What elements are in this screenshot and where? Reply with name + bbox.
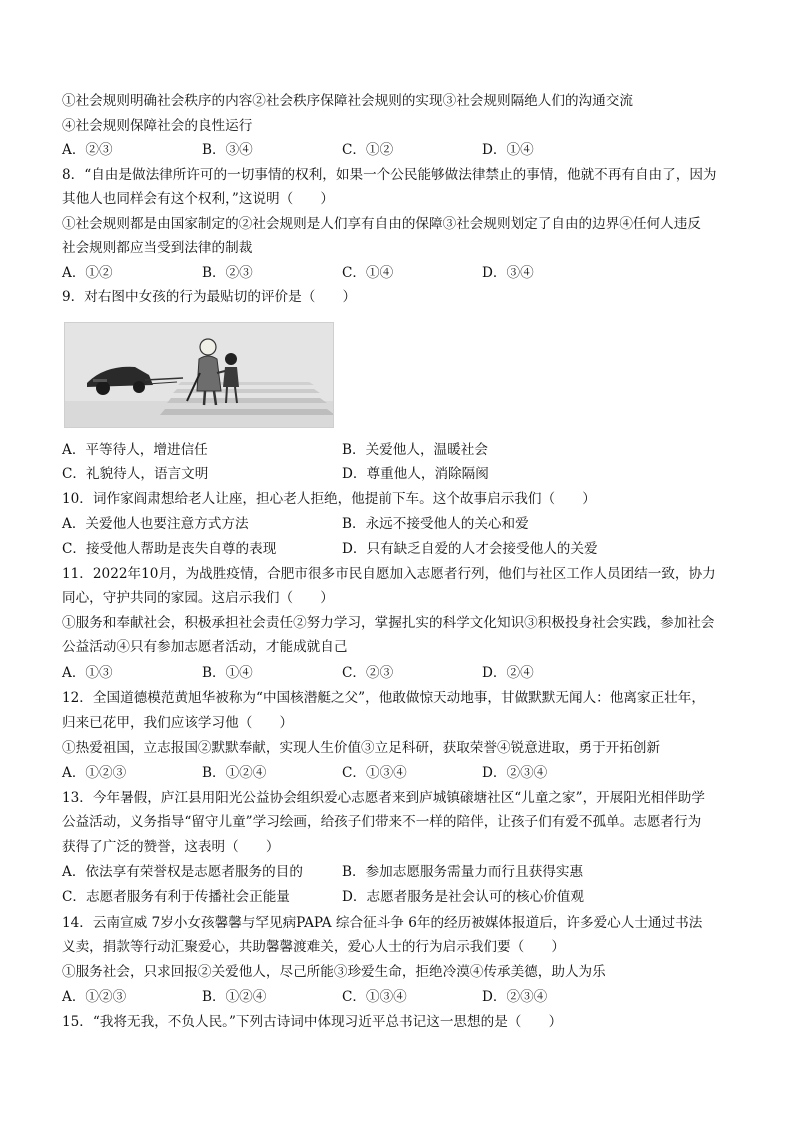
q14-option-d[interactable]: D．②③④ — [482, 989, 548, 1005]
q10-option-c[interactable]: C．接受他人帮助是丧失自尊的表现 — [62, 541, 277, 557]
q13-stem-line-1: 13．今年暑假，庐江县用阳光公益协会组织爱心志愿者来到庐城镇磙塘社区“儿童之家”，开展阳光相伴助学 — [62, 790, 705, 806]
crosswalk-illustration — [64, 322, 334, 428]
q11-stem-line-2: 同心，守护共同的家园。这启示我们（ ） — [62, 590, 334, 606]
q14-option-b[interactable]: B．①②④ — [202, 989, 267, 1005]
q11-option-c[interactable]: C．②③ — [342, 665, 394, 681]
q9-option-c[interactable]: C．礼貌待人，语言文明 — [62, 466, 209, 482]
q14-stem-line-1: 14．云南宣威 7岁小女孩馨馨与罕见病PAPA 综合征斗争 6年的经历被媒体报道后，许多爱心人士通过书法 — [62, 915, 703, 931]
q11-stem-line-1: 11．2022年10月，为战胜疫情，合肥市很多市民自愿加入志愿者行列，他们与社区工作人员团结一致，协力 — [62, 566, 716, 582]
q7-option-b[interactable]: B．③④ — [202, 142, 253, 158]
q9-stem: 9．对右图中女孩的行为最贴切的评价是（ ） — [62, 289, 357, 305]
q13-option-b[interactable]: B．参加志愿服务需量力而行且获得实惠 — [342, 864, 584, 880]
q14-statement: ①服务社会，只求回报②关爱他人，尽己所能③珍爱生命，拒绝冷漠④传承美德，助人为乐 — [62, 964, 606, 980]
q14-stem-line-2: 义卖，捐款等行动汇聚爱心，共助馨馨渡难关，爱心人士的行为启示我们要（ ） — [62, 939, 565, 955]
q14-option-a[interactable]: A．①②③ — [62, 989, 127, 1005]
q8-option-c[interactable]: C．①④ — [342, 265, 394, 281]
q8-stem-line-1: 8．“自由是做法律所许可的一切事情的权利，如果一个公民能够做法律禁止的事情，他就不再有自由了，因为 — [62, 167, 717, 183]
q14-option-c[interactable]: C．①③④ — [342, 989, 407, 1005]
q8-statement-line-2: 社会规则都应当受到法律的制裁 — [62, 240, 253, 256]
q8-option-b[interactable]: B．②③ — [202, 265, 253, 281]
q9-option-b[interactable]: B．关爱他人，温暖社会 — [342, 442, 488, 458]
q12-statement: ①热爱祖国，立志报国②默默奉献，实现人生价值③立足科研，获取荣誉④锐意进取，勇于开拓创新 — [62, 740, 661, 756]
q13-stem-line-2: 公益活动，义务指导“留守儿童”学习绘画，给孩子们带来不一样的陪伴，让孩子们有爱不孤单。志愿者行为 — [62, 814, 702, 830]
q9-option-a[interactable]: A．平等待人，增进信任 — [62, 442, 208, 458]
q13-stem-line-3: 获得了广泛的赞誉，这表明（ ） — [62, 839, 280, 855]
q9-option-d[interactable]: D．尊重他人，消除隔阂 — [342, 466, 489, 482]
q12-stem-line-2: 归来已花甲，我们应该学习他（ ） — [62, 715, 294, 731]
q11-option-a[interactable]: A．①③ — [62, 665, 113, 681]
q10-option-a[interactable]: A．关爱他人也要注意方式方法 — [62, 516, 249, 532]
q13-option-d[interactable]: D．志愿者服务是社会认可的核心价值观 — [342, 889, 584, 905]
q7-statement-line-2: ④社会规则保障社会的良性运行 — [62, 118, 253, 134]
q12-option-d[interactable]: D．②③④ — [482, 765, 548, 781]
q10-option-b[interactable]: B．永远不接受他人的关心和爱 — [342, 516, 529, 532]
q10-stem: 10．词作家阎肃想给老人让座，担心老人拒绝，他提前下车。这个故事启示我们（ ） — [62, 491, 596, 507]
q7-option-a[interactable]: A．②③ — [62, 142, 113, 158]
q8-option-d[interactable]: D．③④ — [482, 265, 534, 281]
q8-option-a[interactable]: A．①② — [62, 265, 113, 281]
q8-statement-line-1: ①社会规则都是由国家制定的②社会规则是人们享有自由的保障③社会规则划定了自由的边界④任何人违反 — [62, 216, 701, 232]
q13-option-a[interactable]: A．依法享有荣誉权是志愿者服务的目的 — [62, 864, 303, 880]
q11-option-d[interactable]: D．②④ — [482, 665, 534, 681]
q11-statement-line-1: ①服务和奉献社会，积极承担社会责任②努力学习，掌握扎实的科学文化知识③积极投身社会实践，参加社会 — [62, 615, 715, 631]
q7-option-d[interactable]: D．①④ — [482, 142, 534, 158]
q7-statement-line-1: ①社会规则明确社会秩序的内容②社会秩序保障社会规则的实现③社会规则隔绝人们的沟通交流 — [62, 93, 633, 109]
q11-statement-line-2: 公益活动④只有参加志愿者活动，才能成就自己 — [62, 639, 348, 655]
q8-stem-line-2: 其他人也同样会有这个权利，”这说明（ ） — [62, 191, 335, 207]
q10-option-d[interactable]: D．只有缺乏自爱的人才会接受他人的关爱 — [342, 541, 598, 557]
q12-option-b[interactable]: B．①②④ — [202, 765, 267, 781]
girl-helping-elderly-image — [65, 323, 333, 427]
q13-option-c[interactable]: C．志愿者服务有利于传播社会正能量 — [62, 889, 290, 905]
q7-option-c[interactable]: C．①② — [342, 142, 394, 158]
q12-stem-line-1: 12．全国道德模范黄旭华被称为“中国核潜艇之父”，他敢做惊天动地事，甘做默默无闻人：他离家正壮年， — [62, 690, 705, 706]
q12-option-a[interactable]: A．①②③ — [62, 765, 127, 781]
q11-option-b[interactable]: B．①④ — [202, 665, 253, 681]
q15-stem: 15．“我将无我，不负人民。”下列古诗词中体现习近平总书记这一思想的是（ ） — [62, 1014, 563, 1030]
q12-option-c[interactable]: C．①③④ — [342, 765, 407, 781]
